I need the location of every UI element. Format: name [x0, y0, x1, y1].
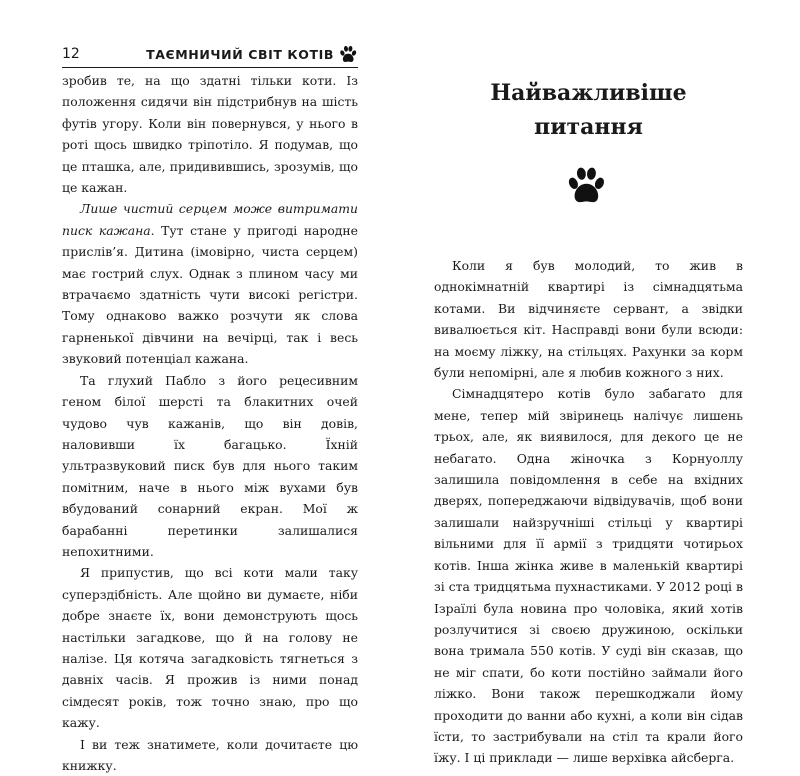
- chapter-title-line: питання: [534, 114, 643, 140]
- left-page: [0, 0, 400, 773]
- paragraph: Коли я був молодий, то жив в однокімнатній квартирі із сімнадцятьма котами. Ви відчиняєте сервант, а звідки вивалюється кіт. Насправді вони були всюди: на моєму ліжку, на стільцях. Рахунки за корм були непомірні, але я любив кожного з них.: [434, 258, 743, 381]
- paragraph: Я припустив, що всі коти мали таку суперздібність. Але щойно ви думаєте, ніби добре знаєте їх, вони демонструють щось настільки загадкове, що й на голову не налізе. Ця котяча загадковість тягнеться з давніх часів. Я прожив із ними понад сімдесят років, тож точно знаю, про що кажу.: [62, 565, 358, 731]
- paw-print-icon: [338, 44, 358, 64]
- paragraph: зробив те, на що здатні тільки коти. Із положення сидячи він підстрибнув на шість футів угору. Коли він повернувся, у нього в роті щось швидко тріпотіло. Я подумав, що це пташка, але, придивившись, зрозумів, що це кажан.: [62, 73, 358, 196]
- paw-print-icon: [565, 164, 607, 206]
- chapter-title: [434, 76, 743, 144]
- running-title: ТАЄМНИЧИЙ СВІТ КОТІВ: [146, 47, 334, 62]
- paragraph: І ви теж знатимете, коли дочитаєте цю книжку.: [62, 736, 358, 773]
- header-rule: [62, 67, 358, 68]
- left-body-text: [62, 70, 358, 776]
- page-number: 12: [62, 46, 80, 62]
- paragraph: Та глухий Пабло з його рецесивним геном білої шерсті та блакитних очей чудово чув кажанів, що він довів, наловивши їх багацько. Їхній ультразвуковий писк був для нього таким помітним, наче в нього між вухами був вбудований сонарний екран. Мої ж барабанні перетинки залишалися непохитними.: [62, 372, 358, 559]
- running-header: [62, 44, 358, 68]
- paragraph: [62, 198, 358, 369]
- right-page: [400, 0, 800, 766]
- italic-proverb: Лише чистий серцем може витримати писк кажана: [62, 201, 358, 238]
- chapter-title-line: Найважливіше: [490, 80, 687, 106]
- paragraph: Сімнадцятеро котів було забагато для мене, тепер мій звіринець налічує лишень трьох, але, як виявилося, для декого це не небагато. Одна жіночка з Корнуоллу залишила повідомлення в себе на вхідних дверях, попереджаючи відвідувачів, щоб вони залишали найзручніші стільці у квартирі вільними для її армії з тридцяти чотирьох котів. Інша жінка живе в маленькій квартирі зі ста тридцятьма пухнастиками. У 2012 році в Ізраїлі була новина про чоловіка, який хотів розлучитися зі своєю дружиною, оскільки вона тримала 550 котів. У суді він сказав, що не міг спати, бо коти постійно займали його ліжко. Вони також перешкоджали йому проходити до ванни або кухні, а коли він сідав їсти, то застрибували на стіл та крали його їжу. І ці приклади — лише верхівка айсберга.: [434, 386, 743, 766]
- paragraph-text: . Тут стане у пригоді народне прислів’я. Дитина (імовірно, чиста серцем) має гострий слух. Однак з плином часу ми втрачаємо здатність чути високі регістри. Тому однаково важко розчути як слова гарненької дівчини на вечірці, так і весь звуковий потенціал кажана.: [62, 222, 359, 367]
- right-body-text: [434, 255, 743, 769]
